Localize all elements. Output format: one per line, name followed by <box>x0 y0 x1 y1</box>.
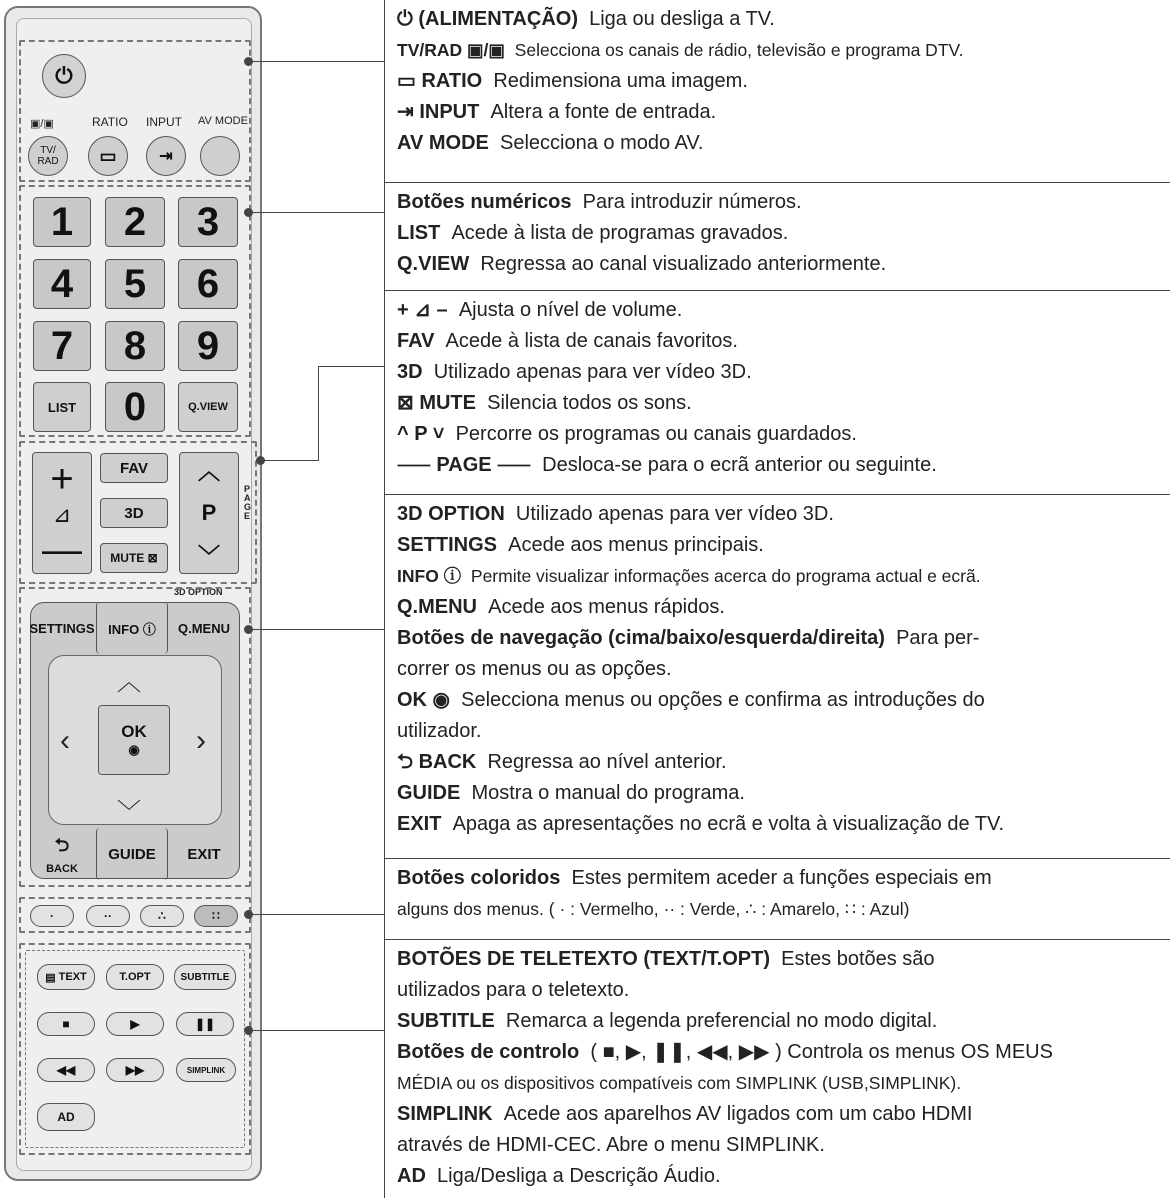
description-row <box>397 654 1159 685</box>
description-term: ⸺ PAGE ⸺ <box>397 454 531 476</box>
description-term: SETTINGS <box>397 534 498 556</box>
description-text: Acede à lista de programas gravados. <box>451 222 789 244</box>
description-term: 3D OPTION <box>397 503 505 525</box>
subtitle-button[interactable]: SUBTITLE <box>174 964 236 990</box>
description-text: Apaga as apresentações no ecrã e volta à visualização de TV. <box>452 813 1005 835</box>
description-text: Percorre os programas ou canais guardados. <box>455 423 857 445</box>
fav-button[interactable]: FAV <box>100 453 168 483</box>
qview-button[interactable]: Q.VIEW <box>178 382 238 432</box>
description-term: Q.VIEW <box>397 253 470 275</box>
number-button-5[interactable]: 5 <box>105 259 165 309</box>
text-button[interactable]: ▤ TEXT <box>37 964 95 990</box>
description-text: MÉDIA ou os dispositivos compatíveis com SIMPLINK (USB,SIMPLINK). <box>397 1073 962 1093</box>
description-text: Acede aos menus rápidos. <box>488 596 725 618</box>
volume-down-icon: — <box>42 528 82 572</box>
description-row <box>397 295 1159 326</box>
number-button-4[interactable]: 4 <box>33 259 91 309</box>
play-button[interactable]: ▶ <box>106 1012 164 1036</box>
arrow-right-icon[interactable]: › <box>196 724 206 757</box>
ok-dot-icon: ◉ <box>128 742 140 757</box>
description-term: INFO ⓘ <box>397 566 462 586</box>
number-button-2[interactable]: 2 <box>105 197 165 247</box>
description-term: Botões de navegação (cima/baixo/esquerda/direita) <box>397 627 885 649</box>
description-term: 3D <box>397 361 423 383</box>
description-term: LIST <box>397 222 441 244</box>
description-row <box>397 975 1159 1006</box>
description-term: ⏻ (ALIMENTAÇÃO) <box>397 8 578 30</box>
description-term: Q.MENU <box>397 596 477 618</box>
avmode-button[interactable] <box>200 136 240 176</box>
ad-button[interactable]: AD <box>37 1103 95 1131</box>
description-row <box>397 419 1159 450</box>
description-text: Para per- <box>896 627 980 649</box>
program-label: P <box>201 500 217 525</box>
red-button[interactable]: · <box>30 905 74 927</box>
description-row <box>397 592 1159 623</box>
arrow-up-icon[interactable]: ︿ <box>117 669 141 696</box>
description-term: ^ P ˅ <box>397 423 445 445</box>
description-term: Botões numéricos <box>397 191 572 213</box>
description-text: correr os menus ou as opções. <box>397 658 672 680</box>
program-up-icon: ︿ <box>197 459 220 484</box>
description-text: Utilizado apenas para ver vídeo 3D. <box>433 361 752 383</box>
back-icon: ⮌ <box>54 835 70 855</box>
description-text: Altera a fonte de entrada. <box>490 101 717 123</box>
program-down-icon: ﹀ <box>197 544 220 569</box>
description-text: Selecciona os canais de rádio, televisão e programa DTV. <box>514 40 964 60</box>
ratio-label: RATIO <box>92 115 128 129</box>
description-term: BOTÕES DE TELETEXTO (TEXT/T.OPT) <box>397 948 770 970</box>
description-text: Silencia todos os sons. <box>487 392 692 414</box>
volume-rocker[interactable] <box>32 452 92 574</box>
description-row <box>397 249 1159 280</box>
volume-up-icon: + <box>50 457 74 501</box>
number-button-6[interactable]: 6 <box>178 259 238 309</box>
description-row <box>397 1099 1159 1130</box>
section-numbers <box>385 183 1170 291</box>
description-text: Redimensiona uma imagem. <box>493 70 748 92</box>
exit-button[interactable]: EXIT <box>187 845 221 863</box>
description-row <box>397 863 1159 894</box>
section-color-buttons <box>385 859 1170 940</box>
description-text: Utilizado apenas para ver vídeo 3D. <box>515 503 834 525</box>
description-row <box>397 218 1159 249</box>
connector-line-4 <box>250 629 384 630</box>
description-text: utilizador. <box>397 720 482 742</box>
section-teletext <box>385 940 1170 1198</box>
program-rocker[interactable] <box>179 452 239 574</box>
description-term: SIMPLINK <box>397 1103 493 1125</box>
description-row <box>397 747 1159 778</box>
description-text: Ajusta o nível de volume. <box>458 299 683 321</box>
info-button[interactable]: INFO ⓘ <box>96 602 168 654</box>
section-navigation <box>385 495 1170 859</box>
description-term: ⇥ INPUT <box>397 101 480 123</box>
description-text: Regressa ao canal visualizado anteriormente. <box>480 253 887 275</box>
description-row <box>397 499 1159 530</box>
description-term: AD <box>397 1165 426 1187</box>
stop-button[interactable]: ■ <box>37 1012 95 1036</box>
avmode-label: AV MODE <box>198 115 248 127</box>
settings-button[interactable]: SETTINGS <box>29 620 95 636</box>
description-row <box>397 1037 1159 1068</box>
arrow-down-icon[interactable]: ﹀ <box>117 799 141 826</box>
description-row <box>397 623 1159 654</box>
description-term: AV MODE <box>397 132 489 154</box>
description-row <box>397 530 1159 561</box>
number-button-0[interactable]: 0 <box>105 382 165 432</box>
description-row <box>397 894 1159 925</box>
forward-button[interactable]: ▶▶ <box>106 1058 164 1082</box>
description-term: FAV <box>397 330 435 352</box>
description-text: Para introduzir números. <box>582 191 802 213</box>
description-row <box>397 561 1159 592</box>
back-button[interactable] <box>30 828 94 880</box>
ratio-button[interactable]: ▭ <box>88 136 128 176</box>
description-text: Selecciona menus ou opções e confirma as introduções do <box>461 689 985 711</box>
description-term: OK ◉ <box>397 689 451 711</box>
description-text: ( ■, ▶, ❚❚, ◀◀, ▶▶ ) Controla os menus OS MEUS <box>590 1041 1053 1063</box>
description-row <box>397 1130 1159 1161</box>
ok-button[interactable] <box>98 705 170 775</box>
description-row <box>397 1161 1159 1192</box>
mute-button[interactable]: MUTE ⊠ <box>100 543 168 573</box>
description-text: Desloca-se para o ecrã anterior ou seguinte. <box>542 454 937 476</box>
description-text: Estes permitem aceder a funções especiais em <box>571 867 992 889</box>
description-term: GUIDE <box>397 782 461 804</box>
description-term: Botões de controlo <box>397 1041 580 1063</box>
pause-button[interactable]: ❚❚ <box>176 1012 234 1036</box>
description-text: Mostra o manual do programa. <box>471 782 745 804</box>
description-text: Permite visualizar informações acerca do programa actual e ecrã. <box>470 566 981 586</box>
number-button-9[interactable]: 9 <box>178 321 238 371</box>
description-row <box>397 944 1159 975</box>
text-label: TEXT <box>58 971 87 983</box>
description-text: alguns dos menus. ( · : Vermelho, ·· : Verde, ∴ : Amarelo, ∷ : Azul) <box>397 899 910 919</box>
description-row <box>397 357 1159 388</box>
description-table <box>384 0 1170 1198</box>
connector-line-3c <box>318 366 384 367</box>
description-row <box>397 685 1159 716</box>
ok-label: OK <box>121 722 147 741</box>
tvrad-icon-label: ▣/▣ <box>30 118 54 130</box>
simplink-button[interactable]: SIMPLINK <box>176 1058 236 1082</box>
section-volume <box>385 291 1170 495</box>
description-row <box>397 1068 1159 1099</box>
description-row <box>397 1006 1159 1037</box>
description-row <box>397 809 1159 840</box>
section-power <box>385 0 1170 183</box>
description-text: Acede aos aparelhos AV ligados com um cabo HDMI <box>503 1103 973 1125</box>
connector-line-1 <box>250 61 384 62</box>
description-term: + ⊿ – <box>397 299 448 321</box>
description-term: ⊠ MUTE <box>397 392 476 414</box>
description-text: através de HDMI-CEC. Abre o menu SIMPLINK. <box>397 1134 825 1156</box>
green-button[interactable]: ·· <box>86 905 130 927</box>
description-row <box>397 326 1159 357</box>
list-button[interactable]: LIST <box>33 382 91 432</box>
page-label: PAGE <box>244 484 252 521</box>
description-row <box>397 97 1159 128</box>
description-text: Acede aos menus principais. <box>508 534 764 556</box>
guide-button[interactable]: GUIDE <box>96 828 168 880</box>
arrow-left-icon[interactable]: ‹ <box>60 724 70 757</box>
description-term: TV/RAD ▣/▣ <box>397 40 505 60</box>
description-term: ⮌ BACK <box>397 751 477 773</box>
description-term: ▭ RATIO <box>397 70 483 92</box>
description-text: Acede à lista de canais favoritos. <box>445 330 738 352</box>
description-text: utilizados para o teletexto. <box>397 979 630 1001</box>
description-term: Botões coloridos <box>397 867 561 889</box>
rewind-button[interactable]: ◀◀ <box>37 1058 95 1082</box>
blue-button[interactable]: ∷ <box>194 905 238 927</box>
description-row <box>397 716 1159 747</box>
description-row <box>397 450 1159 481</box>
description-row <box>397 4 1159 35</box>
number-button-3[interactable]: 3 <box>178 197 238 247</box>
connector-line-6 <box>250 1030 384 1031</box>
description-row <box>397 187 1159 218</box>
qmenu-button[interactable]: Q.MENU <box>178 620 230 636</box>
back-label: BACK <box>46 863 78 875</box>
topt-button[interactable]: T.OPT <box>106 964 164 990</box>
description-row <box>397 388 1159 419</box>
connector-line-2 <box>250 212 384 213</box>
input-button[interactable]: ⇥ <box>146 136 186 176</box>
description-text: Liga ou desliga a TV. <box>589 8 775 30</box>
connector-line-3b <box>318 366 319 461</box>
power-button[interactable]: ⏻ <box>42 54 86 98</box>
description-row <box>397 778 1159 809</box>
connector-line-3a <box>262 460 318 461</box>
description-row <box>397 66 1159 97</box>
description-text: Selecciona o modo AV. <box>499 132 704 154</box>
3d-button[interactable]: 3D <box>100 498 168 528</box>
description-row <box>397 128 1159 159</box>
description-text: Liga/Desliga a Descrição Áudio. <box>437 1165 721 1187</box>
input-label: INPUT <box>146 115 182 129</box>
3d-option-label: 3D OPTION <box>174 587 223 597</box>
yellow-button[interactable]: ∴ <box>140 905 184 927</box>
number-button-1[interactable]: 1 <box>33 197 91 247</box>
description-term: EXIT <box>397 813 442 835</box>
number-button-8[interactable]: 8 <box>105 321 165 371</box>
tvrad-button[interactable]: TV/ RAD <box>28 136 68 176</box>
connector-line-5 <box>250 914 384 915</box>
description-text: Remarca a legenda preferencial no modo digital. <box>505 1010 938 1032</box>
description-text: Estes botões são <box>781 948 935 970</box>
description-term: SUBTITLE <box>397 1010 495 1032</box>
number-button-7[interactable]: 7 <box>33 321 91 371</box>
description-text: Regressa ao nível anterior. <box>487 751 727 773</box>
volume-icon: ⊿ <box>52 502 72 527</box>
description-row <box>397 35 1159 66</box>
